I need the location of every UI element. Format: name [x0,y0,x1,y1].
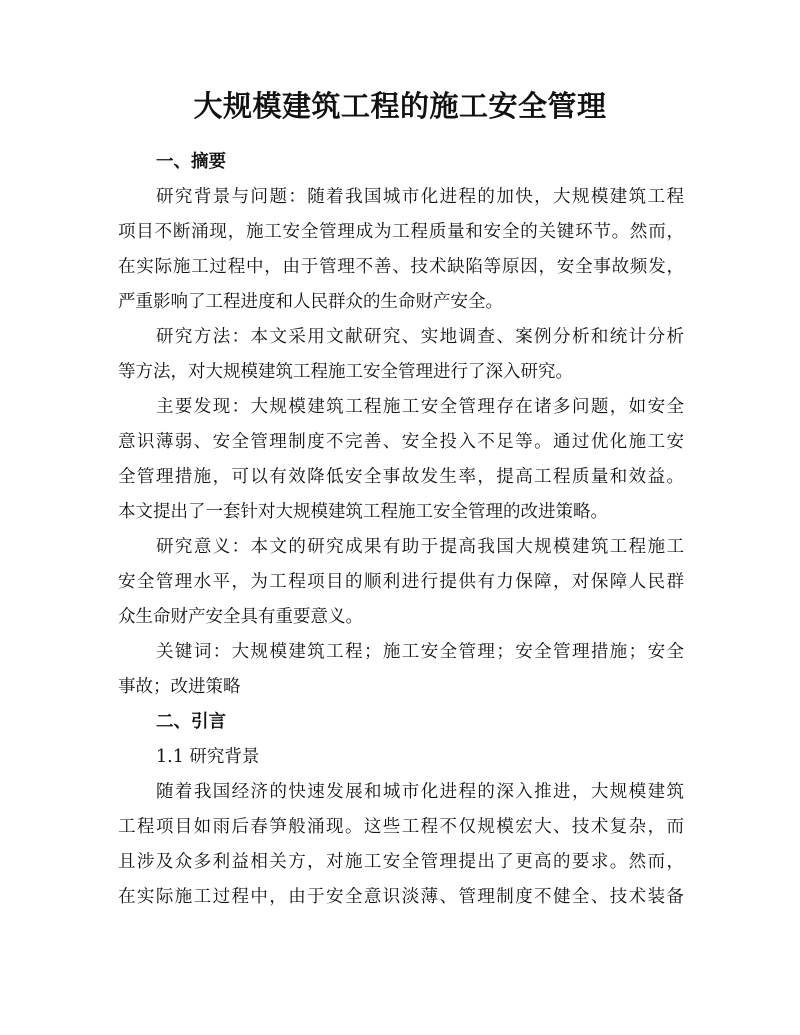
paragraph-line: 意识薄弱、安全管理制度不完善、安全投入不足等。通过优化施工安 [118,432,684,452]
keywords-line: 事故；改进策略 [118,677,241,697]
section-heading-introduction: 二、引言 [156,712,226,732]
paragraph-line: 本文提出了一套针对大规模建筑工程施工安全管理的改进策略。 [118,502,608,522]
paragraph-line: 在实际施工过程中，由于管理不善、技术缺陷等原因，安全事故频发， [118,257,684,277]
paragraph-line: 研究背景与问题：随着我国城市化进程的加快，大规模建筑工程 [156,187,684,207]
paragraph-line: 主要发现：大规模建筑工程施工安全管理存在诸多问题，如安全 [156,397,684,417]
document-title: 大规模建筑工程的施工安全管理 [193,89,607,123]
paragraph-line: 随着我国经济的快速发展和城市化进程的深入推进，大规模建筑 [156,782,684,802]
subsection-heading: 1.1 研究背景 [156,747,260,767]
paragraph-line: 工程项目如雨后春笋般涌现。这些工程不仅规模宏大、技术复杂，而 [118,817,684,837]
paragraph-line: 全管理措施，可以有效降低安全事故发生率，提高工程质量和效益。 [118,467,684,487]
paragraph-line: 安全管理水平，为工程项目的顺利进行提供有力保障，对保障人民群 [118,572,684,592]
paragraph-line: 众生命财产安全具有重要意义。 [118,607,363,627]
paragraph-line: 在实际施工过程中，由于安全意识淡薄、管理制度不健全、技术装备 [118,887,684,907]
paragraph-line: 且涉及众多利益相关方，对施工安全管理提出了更高的要求。然而， [118,852,684,872]
paragraph-line: 严重影响了工程进度和人民群众的生命财产安全。 [118,292,503,312]
paragraph-line: 研究方法：本文采用文献研究、实地调查、案例分析和统计分析 [156,327,684,347]
paragraph-line: 等方法，对大规模建筑工程施工安全管理进行了深入研究。 [118,362,573,382]
section-heading-abstract: 一、摘要 [156,152,226,172]
paragraph-line: 研究意义：本文的研究成果有助于提高我国大规模建筑工程施工 [156,537,684,557]
keywords-line: 关键词：大规模建筑工程；施工安全管理；安全管理措施；安全 [156,642,684,662]
paragraph-line: 项目不断涌现，施工安全管理成为工程质量和安全的关键环节。然而， [118,222,684,242]
